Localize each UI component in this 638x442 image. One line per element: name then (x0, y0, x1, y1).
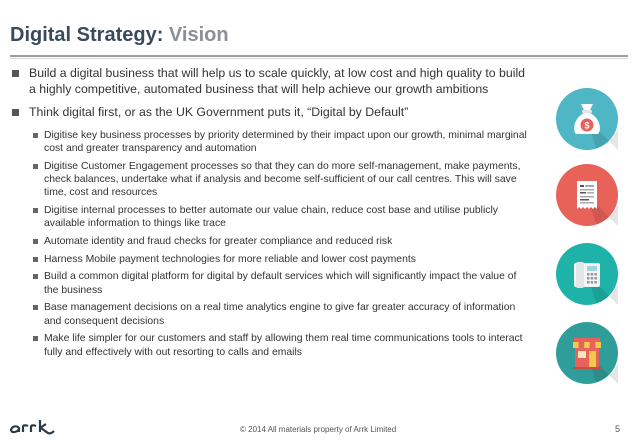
sub-bullet-item (32, 235, 530, 248)
sub-bullet-item (32, 204, 530, 230)
bullet-text: Think digital first, or as the UK Government puts it, “Digital by Default” (29, 105, 409, 119)
sub-bullet-text: Automate identity and fraud checks for greater compliance and reduced risk (44, 235, 393, 247)
sub-bullet-text: Digitise key business processes by priority determined by their impact upon our growth, minimal marginal cost and greater transparency and automation (44, 129, 527, 154)
bullet-text: Build a digital business that will help us to scale quickly, at low cost and high quality to build a highly competitive, automated business that will help achieve our growth ambitions (29, 66, 526, 96)
square-bullet-icon (33, 164, 38, 169)
dollar-glyph: $ (584, 120, 590, 131)
phone-icon (556, 243, 618, 305)
receipt-icon (556, 164, 618, 226)
sub-bullet-text: Make life simpler for our customers and staff by allowing them real time communications tools to interact fully and effectively with out resorting to calls and emails (44, 333, 523, 358)
arrk-logo (8, 416, 64, 441)
sub-bullet-text: Base management decisions on a real time analytics engine to give far greater accuracy of information and consequent decisions (44, 302, 516, 327)
bullet-list (10, 66, 530, 363)
bullet-item (10, 66, 530, 97)
sub-bullet-item (32, 301, 530, 327)
square-bullet-icon (12, 70, 19, 77)
square-bullet-icon (33, 133, 38, 138)
title-main: Digital Strategy: (10, 24, 164, 46)
square-bullet-icon (33, 274, 38, 279)
sub-bullet-item (32, 270, 530, 296)
sub-bullet-text: Harness Mobile payment technologies for more reliable and lower cost payments (44, 253, 416, 265)
square-bullet-icon (12, 109, 19, 116)
title-divider-light (10, 58, 628, 59)
bullet-item (10, 105, 530, 121)
page-title (10, 24, 229, 47)
square-bullet-icon (33, 239, 38, 244)
page-number: 5 (615, 424, 621, 434)
sub-bullet-item (32, 160, 530, 200)
title-divider (10, 55, 628, 57)
sub-bullet-item (32, 129, 530, 155)
square-bullet-icon (33, 336, 38, 341)
shop-icon (556, 322, 618, 384)
copyright-text: © 2014 All materials property of Arrk Limited (240, 425, 397, 434)
title-accent: Vision (168, 24, 229, 46)
square-bullet-icon (33, 208, 38, 213)
square-bullet-icon (33, 305, 38, 310)
square-bullet-icon (33, 257, 38, 262)
sub-bullet-text: Digitise internal processes to better automate our value chain, reduce cost base and utilise publicly available information to things like trace (44, 204, 498, 229)
sub-bullet-text: Build a common digital platform for digital by default services which will significantly impact the value of the business (44, 271, 517, 296)
sub-bullet-text: Digitise Customer Engagement processes so that they can do more self-management, make payments, check balances, undertake what if analysis and become self-sufficient of our call centres. This will save time, cost and resources (44, 160, 521, 198)
money-bag-icon (556, 88, 618, 150)
sub-bullet-item (32, 332, 530, 358)
sub-bullet-item (32, 253, 530, 266)
